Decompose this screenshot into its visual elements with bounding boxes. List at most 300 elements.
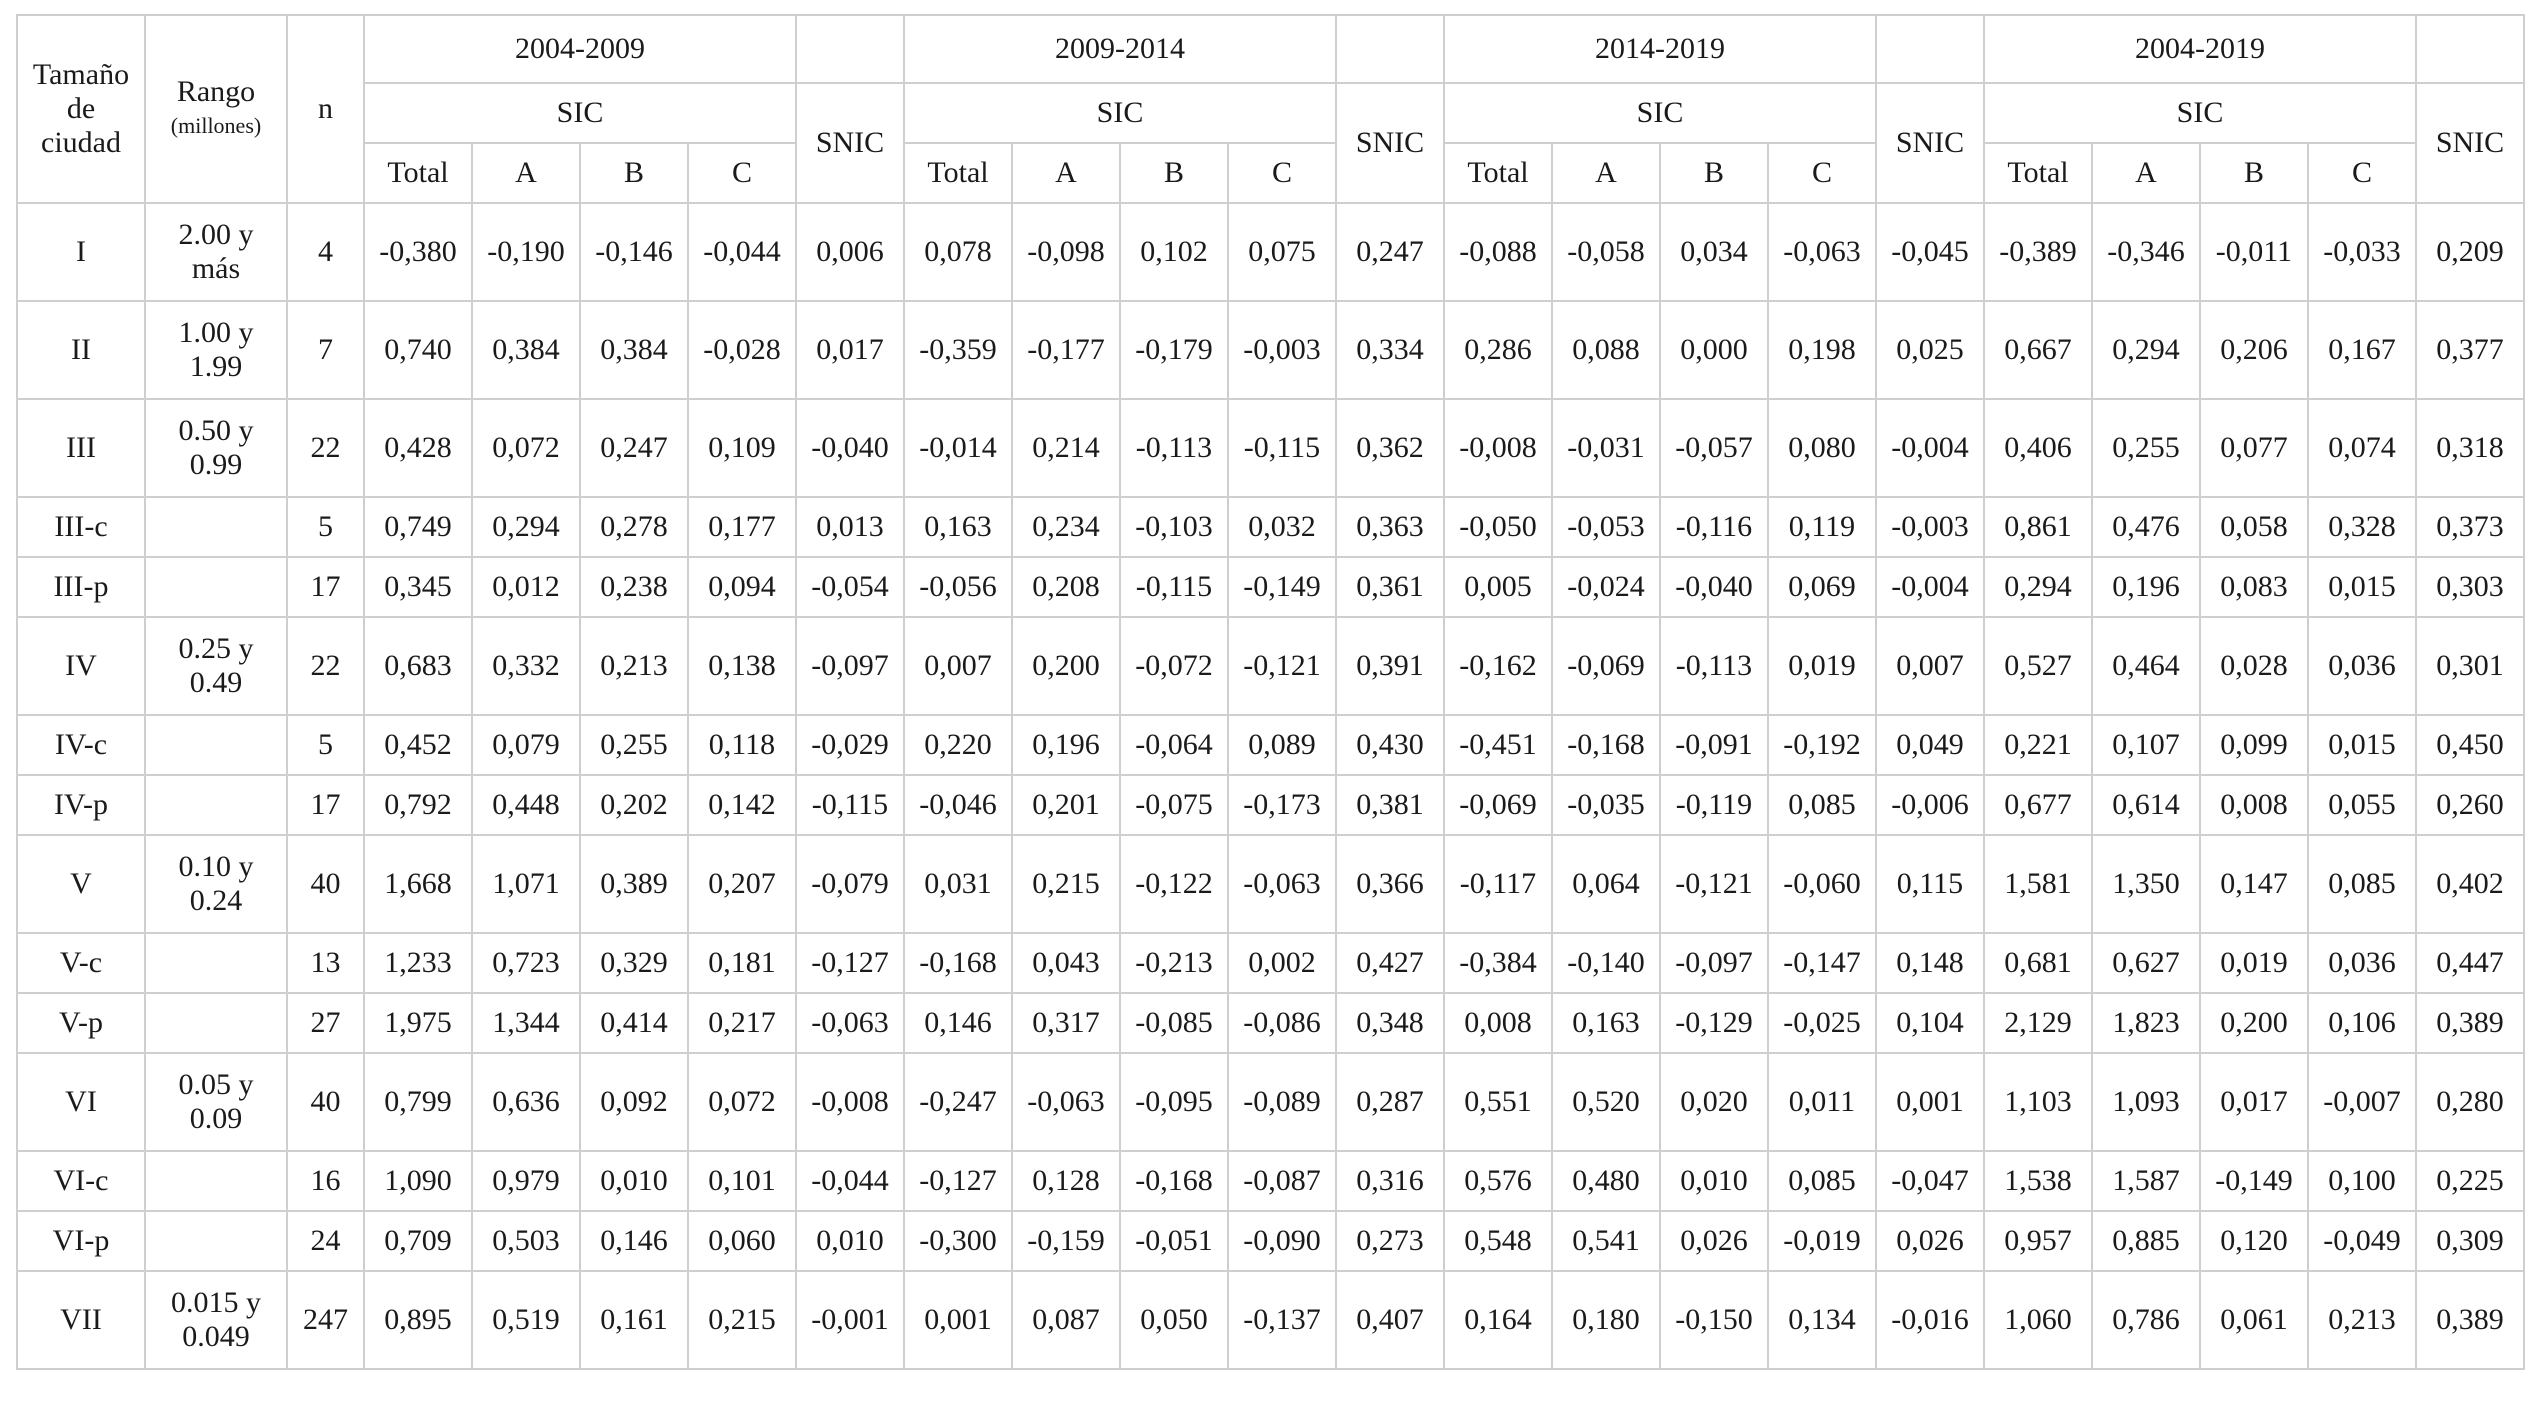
value-cell: 0,255 (580, 715, 688, 775)
value-cell: -0,040 (796, 399, 904, 497)
table-row (17, 715, 2524, 775)
value-cell: 0,384 (580, 301, 688, 399)
value-cell: 0,201 (1012, 775, 1120, 835)
table-row (17, 399, 2524, 497)
value-cell: 0,247 (580, 399, 688, 497)
value-cell: 0,002 (1228, 933, 1336, 993)
value-cell: -0,091 (1660, 715, 1768, 775)
value-cell: -0,063 (1228, 835, 1336, 933)
header-sub-b: B (2200, 143, 2308, 203)
value-cell: -0,095 (1120, 1053, 1228, 1151)
header-sub-a: A (1012, 143, 1120, 203)
value-cell: 0,099 (2200, 715, 2308, 775)
range-line: 1.00 y (178, 316, 254, 349)
value-cell: -0,088 (1444, 203, 1552, 301)
value-cell: 0,072 (472, 399, 580, 497)
value-cell: 0,450 (2416, 715, 2524, 775)
value-cell: 0,092 (580, 1053, 688, 1151)
value-cell: 0,001 (904, 1271, 1012, 1369)
value-cell: 0,373 (2416, 497, 2524, 557)
value-cell: 1,093 (2092, 1053, 2200, 1151)
value-cell: 0,115 (1876, 835, 1984, 933)
value-cell: 0,448 (472, 775, 580, 835)
value-cell: 0,389 (2416, 1271, 2524, 1369)
header-sub-a: A (2092, 143, 2200, 203)
header-city-size-line: de (66, 92, 96, 125)
value-cell: -0,359 (904, 301, 1012, 399)
value-cell: -0,053 (1552, 497, 1660, 557)
value-cell: -0,097 (796, 617, 904, 715)
value-cell: 0,208 (1012, 557, 1120, 617)
value-cell: -0,069 (1444, 775, 1552, 835)
value-cell: 0,309 (2416, 1211, 2524, 1271)
value-cell: -0,115 (1120, 557, 1228, 617)
value-cell: -0,121 (1228, 617, 1336, 715)
value-cell: -0,050 (1444, 497, 1552, 557)
value-cell: -0,122 (1120, 835, 1228, 933)
value-cell: 0,389 (580, 835, 688, 933)
n-cell: 24 (287, 1211, 364, 1271)
value-cell: -0,028 (688, 301, 796, 399)
value-cell: 0,287 (1336, 1053, 1444, 1151)
value-cell: 0,036 (2308, 933, 2416, 993)
value-cell: 0,361 (1336, 557, 1444, 617)
header-range-label: Rango (176, 75, 256, 108)
range-cell (145, 617, 287, 715)
value-cell: -0,056 (904, 557, 1012, 617)
value-cell: 0,234 (1012, 497, 1120, 557)
value-cell: -0,063 (1012, 1053, 1120, 1151)
value-cell: 0,007 (1876, 617, 1984, 715)
header-sub-b: B (580, 143, 688, 203)
header-sub-c: C (1228, 143, 1336, 203)
value-cell: 0,008 (1444, 993, 1552, 1053)
value-cell: 0,209 (2416, 203, 2524, 301)
header-city-size (17, 15, 145, 203)
value-cell: -0,054 (796, 557, 904, 617)
value-cell: 0,148 (1876, 933, 1984, 993)
value-cell: 0,005 (1444, 557, 1552, 617)
value-cell: 0,452 (364, 715, 472, 775)
range-cell (145, 301, 287, 399)
value-cell: -0,090 (1228, 1211, 1336, 1271)
table-row (17, 835, 2524, 933)
value-cell: -0,058 (1552, 203, 1660, 301)
value-cell: 0,213 (2308, 1271, 2416, 1369)
range-cell (145, 497, 287, 557)
header-sub-a: A (1552, 143, 1660, 203)
header-snic: SNIC (1876, 83, 1984, 203)
value-cell: 0,430 (1336, 715, 1444, 775)
city-size-cell: II (17, 301, 145, 399)
value-cell: 0,503 (472, 1211, 580, 1271)
value-cell: 0,215 (1012, 835, 1120, 933)
value-cell: 0,017 (796, 301, 904, 399)
value-cell: -0,213 (1120, 933, 1228, 993)
value-cell: -0,149 (2200, 1151, 2308, 1211)
value-cell: 0,294 (472, 497, 580, 557)
range-cell (145, 993, 287, 1053)
n-cell: 16 (287, 1151, 364, 1211)
value-cell: 0,077 (2200, 399, 2308, 497)
value-cell: -0,008 (1444, 399, 1552, 497)
value-cell: -0,346 (2092, 203, 2200, 301)
range-line: 0.49 (189, 666, 243, 699)
value-cell: 0,161 (580, 1271, 688, 1369)
header-n: n (287, 15, 364, 203)
table-row (17, 775, 2524, 835)
value-cell: -0,019 (1768, 1211, 1876, 1271)
value-cell: 1,975 (364, 993, 472, 1053)
value-cell: -0,098 (1012, 203, 1120, 301)
value-cell: 0,032 (1228, 497, 1336, 557)
value-cell: 0,026 (1876, 1211, 1984, 1271)
value-cell: 0,011 (1768, 1053, 1876, 1151)
table-row (17, 993, 2524, 1053)
value-cell: -0,168 (1552, 715, 1660, 775)
range-cell (145, 1211, 287, 1271)
value-cell: -0,121 (1660, 835, 1768, 933)
n-cell: 4 (287, 203, 364, 301)
range-cell (145, 775, 287, 835)
value-cell: 0,317 (1012, 993, 1120, 1053)
value-cell: -0,150 (1660, 1271, 1768, 1369)
header-sub-b: B (1660, 143, 1768, 203)
value-cell: 0,010 (580, 1151, 688, 1211)
value-cell: 0,010 (1660, 1151, 1768, 1211)
value-cell: -0,004 (1876, 399, 1984, 497)
value-cell: 1,233 (364, 933, 472, 993)
value-cell: 0,072 (688, 1053, 796, 1151)
value-cell: 0,031 (904, 835, 1012, 933)
value-cell: -0,089 (1228, 1053, 1336, 1151)
value-cell: 0,107 (2092, 715, 2200, 775)
range-line: 0.09 (189, 1102, 243, 1135)
value-cell: -0,044 (688, 203, 796, 301)
value-cell: 0,217 (688, 993, 796, 1053)
header-city-size-line: Tamaño (32, 58, 130, 91)
value-cell: 0,019 (1768, 617, 1876, 715)
value-cell: 0,541 (1552, 1211, 1660, 1271)
n-cell: 247 (287, 1271, 364, 1369)
value-cell: 0,058 (2200, 497, 2308, 557)
value-cell: -0,115 (796, 775, 904, 835)
value-cell: 0,677 (1984, 775, 2092, 835)
value-cell: 0,636 (472, 1053, 580, 1151)
city-size-cell: VI-p (17, 1211, 145, 1271)
city-size-cell: VII (17, 1271, 145, 1369)
value-cell: 0,345 (364, 557, 472, 617)
value-cell: -0,051 (1120, 1211, 1228, 1271)
value-cell: 0,164 (1444, 1271, 1552, 1369)
range-cell (145, 399, 287, 497)
value-cell: 0,119 (1768, 497, 1876, 557)
header-snic: SNIC (2416, 83, 2524, 203)
value-cell: 0,025 (1876, 301, 1984, 399)
city-size-cell: IV-p (17, 775, 145, 835)
n-cell: 5 (287, 715, 364, 775)
value-cell: 0,079 (472, 715, 580, 775)
city-size-cell: VI (17, 1053, 145, 1151)
value-cell: -0,029 (796, 715, 904, 775)
city-size-cell: V-c (17, 933, 145, 993)
value-cell: -0,129 (1660, 993, 1768, 1053)
value-cell: 0,799 (364, 1053, 472, 1151)
value-cell: -0,045 (1876, 203, 1984, 301)
city-size-cell: IV (17, 617, 145, 715)
value-cell: 0,196 (1012, 715, 1120, 775)
value-cell: -0,140 (1552, 933, 1660, 993)
value-cell: 0,015 (2308, 715, 2416, 775)
city-size-cell: VI-c (17, 1151, 145, 1211)
value-cell: 0,128 (1012, 1151, 1120, 1211)
value-cell: 0,318 (2416, 399, 2524, 497)
table-row (17, 1211, 2524, 1271)
value-cell: -0,049 (2308, 1211, 2416, 1271)
value-cell: -0,147 (1768, 933, 1876, 993)
value-cell: 0,480 (1552, 1151, 1660, 1211)
value-cell: 0,366 (1336, 835, 1444, 933)
value-cell: 0,167 (2308, 301, 2416, 399)
n-cell: 13 (287, 933, 364, 993)
value-cell: 0,000 (1660, 301, 1768, 399)
value-cell: 0,414 (580, 993, 688, 1053)
value-cell: 0,238 (580, 557, 688, 617)
value-cell: 1,538 (1984, 1151, 2092, 1211)
value-cell: -0,044 (796, 1151, 904, 1211)
range-line: más (191, 252, 241, 285)
header-range-unit: (millones) (170, 113, 262, 138)
value-cell: 0,384 (472, 301, 580, 399)
value-cell: 0,060 (688, 1211, 796, 1271)
value-cell: 0,102 (1120, 203, 1228, 301)
value-cell: 0,083 (2200, 557, 2308, 617)
header-sub-c: C (2308, 143, 2416, 203)
header-period-spacer (796, 15, 904, 83)
value-cell: 0,010 (796, 1211, 904, 1271)
value-cell: 0,064 (1552, 835, 1660, 933)
value-cell: 0,260 (2416, 775, 2524, 835)
value-cell: 0,198 (1768, 301, 1876, 399)
value-cell: 0,088 (1552, 301, 1660, 399)
value-cell: 0,667 (1984, 301, 2092, 399)
value-cell: 0,301 (2416, 617, 2524, 715)
value-cell: 0,332 (472, 617, 580, 715)
value-cell: 0,220 (904, 715, 1012, 775)
table-row (17, 557, 2524, 617)
value-cell: 1,103 (1984, 1053, 2092, 1151)
range-line: 0.015 y (171, 1286, 261, 1319)
table-row (17, 617, 2524, 715)
value-cell: 0,627 (2092, 933, 2200, 993)
header-sub-total: Total (904, 143, 1012, 203)
value-cell: -0,168 (1120, 1151, 1228, 1211)
value-cell: -0,072 (1120, 617, 1228, 715)
value-cell: 0,017 (2200, 1053, 2308, 1151)
value-cell: -0,014 (904, 399, 1012, 497)
range-cell (145, 1053, 287, 1151)
value-cell: 0,406 (1984, 399, 2092, 497)
value-cell: 0,273 (1336, 1211, 1444, 1271)
value-cell: 0,104 (1876, 993, 1984, 1053)
value-cell: 0,407 (1336, 1271, 1444, 1369)
value-cell: 0,085 (1768, 775, 1876, 835)
value-cell: 0,979 (472, 1151, 580, 1211)
value-cell: -0,008 (796, 1053, 904, 1151)
value-cell: 0,006 (796, 203, 904, 301)
value-cell: 0,200 (2200, 993, 2308, 1053)
value-cell: 0,957 (1984, 1211, 2092, 1271)
header-sic: SIC (904, 83, 1336, 143)
value-cell: 0,109 (688, 399, 796, 497)
header-sic: SIC (1444, 83, 1876, 143)
header-sub-total: Total (364, 143, 472, 203)
value-cell: -0,086 (1228, 993, 1336, 1053)
header-sub-b: B (1120, 143, 1228, 203)
header-period-2014-2019: 2014-2019 (1444, 15, 1876, 83)
n-cell: 27 (287, 993, 364, 1053)
table-row (17, 1151, 2524, 1211)
range-cell (145, 715, 287, 775)
value-cell: 0,087 (1012, 1271, 1120, 1369)
value-cell: 0,519 (472, 1271, 580, 1369)
value-cell: 0,100 (2308, 1151, 2416, 1211)
value-cell: 1,344 (472, 993, 580, 1053)
value-cell: 1,668 (364, 835, 472, 933)
range-cell (145, 1151, 287, 1211)
value-cell: 0,328 (2308, 497, 2416, 557)
value-cell: 0,551 (1444, 1053, 1552, 1151)
range-line: 0.05 y (178, 1068, 254, 1101)
value-cell: 0,013 (796, 497, 904, 557)
header-period-2004-2019: 2004-2019 (1984, 15, 2416, 83)
value-cell: -0,033 (2308, 203, 2416, 301)
n-cell: 17 (287, 775, 364, 835)
value-cell: -0,117 (1444, 835, 1552, 933)
value-cell: 1,823 (2092, 993, 2200, 1053)
value-cell: -0,115 (1228, 399, 1336, 497)
table-row (17, 301, 2524, 399)
range-line: 0.25 y (178, 632, 254, 665)
value-cell: 0,163 (904, 497, 1012, 557)
value-cell: 0,681 (1984, 933, 2092, 993)
value-cell: -0,060 (1768, 835, 1876, 933)
value-cell: 0,163 (1552, 993, 1660, 1053)
header-sub-c: C (1768, 143, 1876, 203)
value-cell: 0,225 (2416, 1151, 2524, 1211)
value-cell: 0,316 (1336, 1151, 1444, 1211)
value-cell: -0,025 (1768, 993, 1876, 1053)
value-cell: -0,380 (364, 203, 472, 301)
value-cell: 0,363 (1336, 497, 1444, 557)
value-cell: -0,179 (1120, 301, 1228, 399)
header-sub-total: Total (1984, 143, 2092, 203)
value-cell: 0,055 (2308, 775, 2416, 835)
header-period-spacer (1336, 15, 1444, 83)
header-range (145, 15, 287, 203)
value-cell: 1,090 (364, 1151, 472, 1211)
shift-share-table (16, 14, 2525, 1370)
value-cell: -0,057 (1660, 399, 1768, 497)
header-snic: SNIC (1336, 83, 1444, 203)
value-cell: 0,134 (1768, 1271, 1876, 1369)
header-period-spacer (1876, 15, 1984, 83)
value-cell: 0,527 (1984, 617, 2092, 715)
n-cell: 40 (287, 1053, 364, 1151)
value-cell: -0,063 (796, 993, 904, 1053)
value-cell: 0,180 (1552, 1271, 1660, 1369)
value-cell: -0,247 (904, 1053, 1012, 1151)
range-cell (145, 1271, 287, 1369)
value-cell: 0,177 (688, 497, 796, 557)
value-cell: 0,074 (2308, 399, 2416, 497)
value-cell: 0,740 (364, 301, 472, 399)
value-cell: -0,003 (1876, 497, 1984, 557)
value-cell: 0,089 (1228, 715, 1336, 775)
city-size-cell: III-p (17, 557, 145, 617)
value-cell: -0,097 (1660, 933, 1768, 993)
range-cell (145, 203, 287, 301)
value-cell: 0,723 (472, 933, 580, 993)
value-cell: -0,103 (1120, 497, 1228, 557)
value-cell: 0,214 (1012, 399, 1120, 497)
value-cell: -0,001 (796, 1271, 904, 1369)
value-cell: 0,614 (2092, 775, 2200, 835)
value-cell: -0,031 (1552, 399, 1660, 497)
value-cell: 0,447 (2416, 933, 2524, 993)
header-sic: SIC (1984, 83, 2416, 143)
value-cell: -0,162 (1444, 617, 1552, 715)
value-cell: 0,792 (364, 775, 472, 835)
header-period-spacer (2416, 15, 2524, 83)
range-cell (145, 557, 287, 617)
value-cell: 0,334 (1336, 301, 1444, 399)
value-cell: -0,177 (1012, 301, 1120, 399)
value-cell: 0,049 (1876, 715, 1984, 775)
header-sic: SIC (364, 83, 796, 143)
range-line: 0.99 (189, 448, 243, 481)
value-cell: -0,035 (1552, 775, 1660, 835)
value-cell: -0,113 (1120, 399, 1228, 497)
range-line: 0.10 y (178, 850, 254, 883)
value-cell: 0,101 (688, 1151, 796, 1211)
value-cell: 0,020 (1660, 1053, 1768, 1151)
range-line: 2.00 y (178, 218, 254, 251)
value-cell: -0,024 (1552, 557, 1660, 617)
range-line: 0.24 (189, 884, 243, 917)
value-cell: 0,709 (364, 1211, 472, 1271)
value-cell: -0,173 (1228, 775, 1336, 835)
value-cell: 0,181 (688, 933, 796, 993)
header-city-size-line: ciudad (41, 126, 121, 159)
value-cell: 0,142 (688, 775, 796, 835)
value-cell: -0,007 (2308, 1053, 2416, 1151)
value-cell: 1,350 (2092, 835, 2200, 933)
header-sub-a: A (472, 143, 580, 203)
value-cell: -0,137 (1228, 1271, 1336, 1369)
value-cell: 0,402 (2416, 835, 2524, 933)
value-cell: -0,011 (2200, 203, 2308, 301)
value-cell: 0,034 (1660, 203, 1768, 301)
city-size-cell: III (17, 399, 145, 497)
header-sub-c: C (688, 143, 796, 203)
value-cell: 0,329 (580, 933, 688, 993)
value-cell: 0,548 (1444, 1211, 1552, 1271)
value-cell: -0,040 (1660, 557, 1768, 617)
value-cell: 0,683 (364, 617, 472, 715)
city-size-cell: IV-c (17, 715, 145, 775)
value-cell: 0,207 (688, 835, 796, 933)
